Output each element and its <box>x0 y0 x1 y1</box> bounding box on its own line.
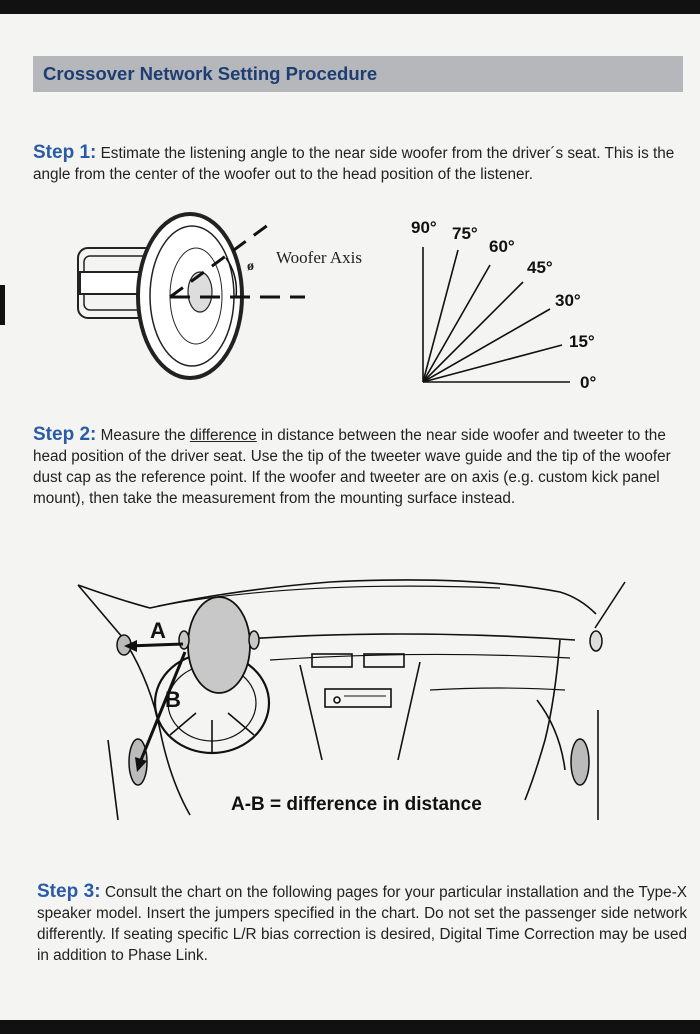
angle-label-60: 60° <box>489 237 515 256</box>
dashboard-top <box>230 634 575 640</box>
right-tweeter <box>590 631 602 651</box>
step-2-label: Step 2: <box>33 424 97 445</box>
step-2-underlined: difference <box>189 427 257 444</box>
vent-right <box>364 654 404 667</box>
angle-label-0: 0° <box>580 373 597 392</box>
angle-label-90: 90° <box>411 218 437 237</box>
distance-caption: A-B = difference in distance <box>231 794 482 815</box>
woofer-axis-label: Woofer Axis <box>276 248 362 267</box>
step-2-text-before: Measure the <box>96 427 190 444</box>
step-2-text-after: in distance between the near side woofer and tweeter to the head position of the driver seat. Use the tip of the tweeter wave guide and the tip of the woofer dust cap as the reference point. If the woofer and tweeter are on axis (e.g. custom kick panel mount), then take the measurement from the mounting surface instead. <box>33 427 671 507</box>
step-3-text: Consult the chart on the following pages for your particular installation and the Type-X speaker model. Insert the jumpers specified in the chart. Do not set the passenger side network differently. If seating specific L/R bias correction is desired, Digital Time Correction may be used in addition to Phase Link. <box>37 884 687 964</box>
step-3-paragraph <box>37 881 687 966</box>
angle-label-45: 45° <box>527 258 553 277</box>
section-title: Crossover Network Setting Procedure <box>43 63 378 84</box>
label-a: A <box>150 618 166 643</box>
angle-label-15: 15° <box>569 332 595 351</box>
angle-label-30: 30° <box>555 291 581 310</box>
step-3-label: Step 3: <box>37 881 101 902</box>
label-b: B <box>165 687 181 712</box>
angle-label-75: 75° <box>452 224 478 243</box>
right-woofer <box>571 739 589 785</box>
angle-symbol: ø <box>247 259 254 274</box>
step-1-label: Step 1: <box>33 142 97 163</box>
driver-head <box>188 597 250 693</box>
windshield-outline <box>78 580 596 614</box>
step-1-text: Estimate the listening angle to the near side woofer from the driver´s seat. This is the angle from the center of the woofer out to the head position of the listener. <box>33 145 675 183</box>
